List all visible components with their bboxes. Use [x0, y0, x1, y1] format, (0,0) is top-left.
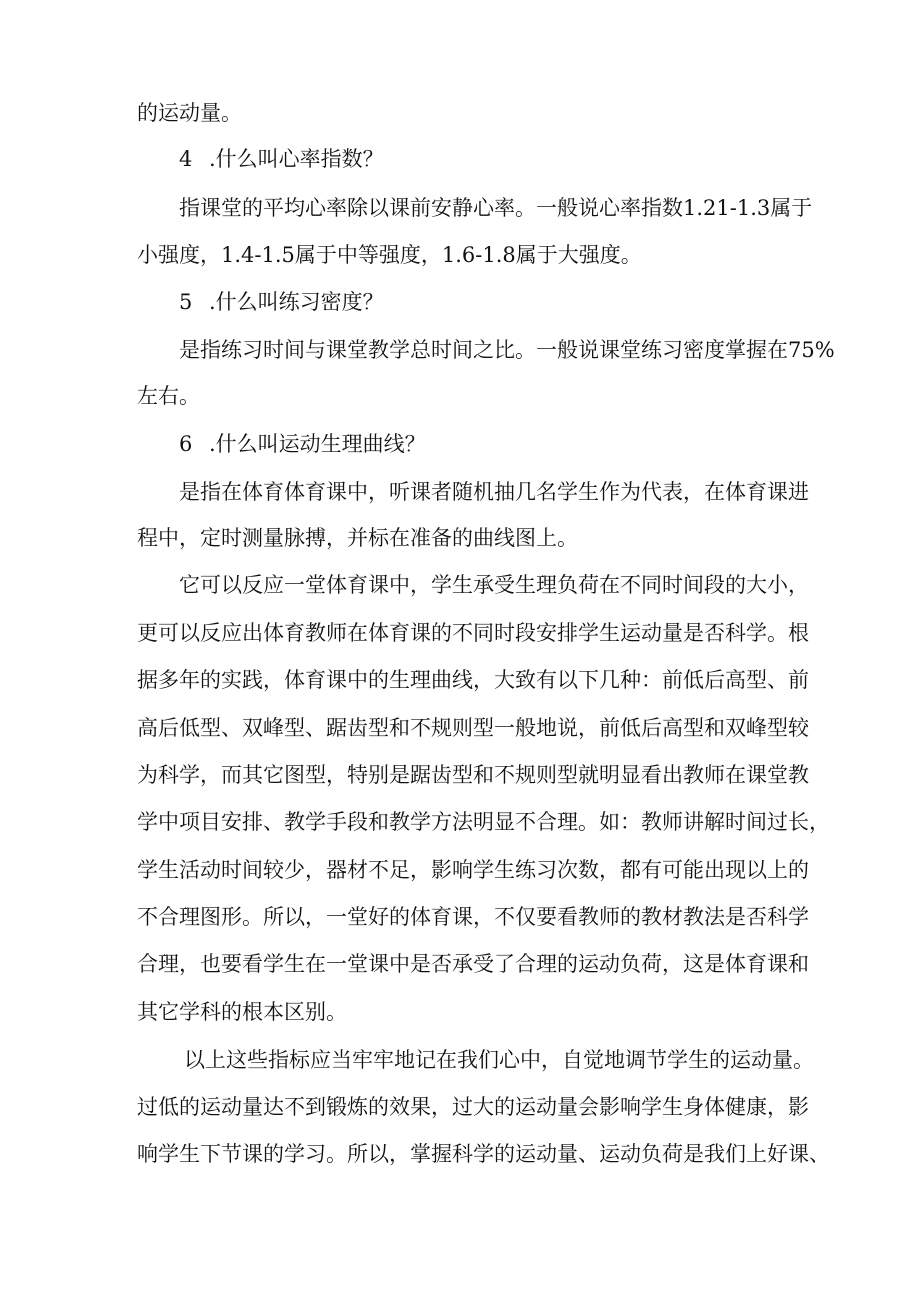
paragraph-line: 指课堂的平均心率除以课前安静心率。一般说心率指数1.21-1.3属于: [179, 196, 813, 220]
paragraph-line: 高后低型、双峰型、踞齿型和不规则型一般地说，前低后高型和双峰型较: [137, 716, 809, 740]
section-heading-6: [179, 429, 426, 459]
section-heading-4: [179, 144, 384, 174]
paragraph-line: 是指练习时间与课堂教学总时间之比。一般说课堂练习密度掌握在75%: [179, 338, 835, 362]
paragraph-line: 过低的运动量达不到锻炼的效果，过大的运动量会影响学生身体健康，影: [137, 1095, 809, 1119]
paragraph-line: 学生活动时间较少，器材不足，影响学生练习次数，都有可能出现以上的: [137, 858, 809, 882]
paragraph-line: 不合理图形。所以，一堂好的体育课，不仅要看教师的教材教法是否科学: [137, 905, 809, 929]
paragraph-line: 小强度，1.4-1.5属于中等强度，1.6-1.8属于大强度。: [137, 243, 642, 267]
section-heading-5: [179, 287, 384, 317]
section-number: 5: [179, 290, 193, 314]
paragraph-line: 学中项目安排、教学手段和教学方法明显不合理。如：教师讲解时间过长，: [137, 810, 830, 834]
paragraph-line: 它可以反应一堂体育课中，学生承受生理负荷在不同时间段的大小，: [179, 573, 809, 597]
paragraph-line: 据多年的实践，体育课中的生理曲线，大致有以下几种：前低后高型、前: [137, 668, 809, 692]
section-number: 6: [179, 432, 193, 456]
paragraph-line: 左右。: [137, 384, 200, 408]
continuation-line: 的运动量。: [137, 101, 242, 125]
paragraph-line: 其它学科的根本区别。: [137, 1000, 347, 1024]
section-number: 4: [179, 147, 193, 171]
paragraph-line: 更可以反应出体育教师在体育课的不同时段安排学生运动量是否科学。根: [137, 621, 809, 645]
section-title: .什么叫运动生理曲线？: [209, 432, 426, 456]
paragraph-line: 合理，也要看学生在一堂课中是否承受了合理的运动负荷，这是体育课和: [137, 952, 809, 976]
paragraph-line: 为科学，而其它图型，特别是踞齿型和不规则型就明显看出教师在课堂教: [137, 763, 809, 787]
section-title: .什么叫心率指数？: [209, 147, 384, 171]
paragraph-line: 响学生下节课的学习。所以，掌握科学的运动量、运动负荷是我们上好课、: [137, 1142, 830, 1166]
paragraph-line: 是指在体育体育课中，听课者随机抽几名学生作为代表，在体育课进: [179, 480, 809, 504]
paragraph-line: 程中，定时测量脉搏，并标在准备的曲线图上。: [137, 526, 578, 550]
paragraph-line: 以上这些指标应当牢牢地记在我们心中，自觉地调节学生的运动量。: [184, 1048, 814, 1072]
section-title: .什么叫练习密度？: [209, 290, 384, 314]
